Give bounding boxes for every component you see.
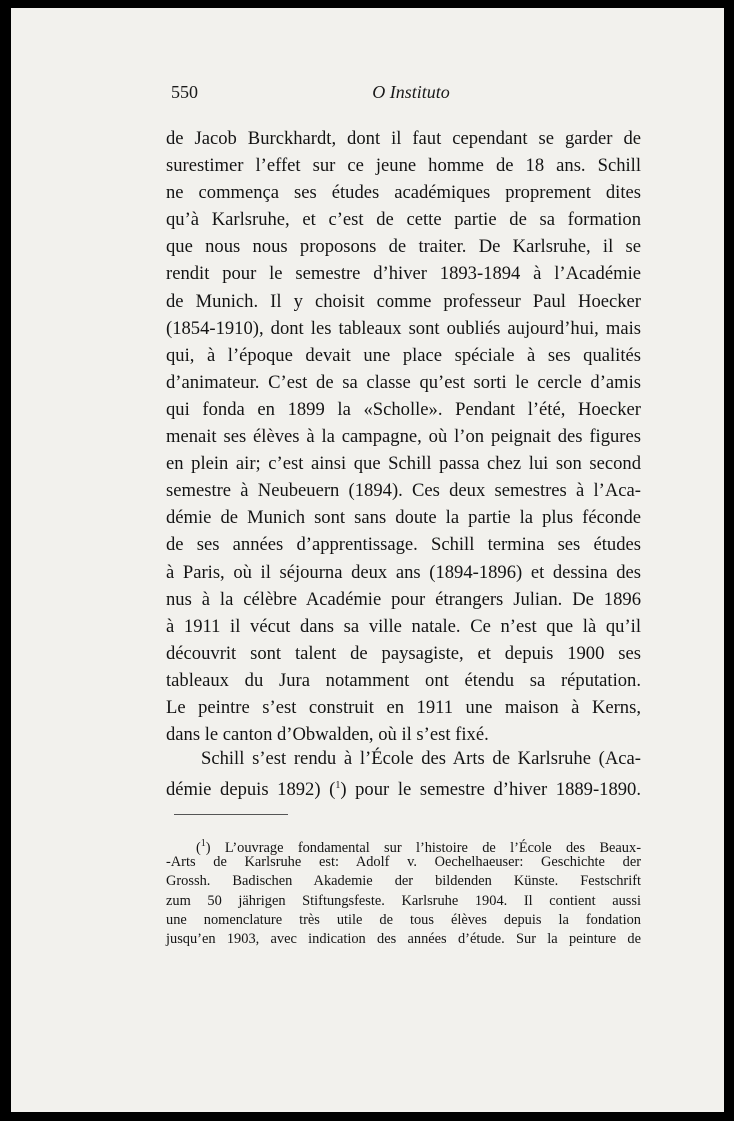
text-line [166, 772, 641, 799]
text-fragment: ) pour le semestre d’hiver 1889-1890. [340, 779, 641, 801]
footnote-mark: 1 [200, 838, 206, 849]
text-line: Schill s’est rendu à l’École des Arts de Karlsruhe (Aca- [201, 748, 641, 769]
footnote [166, 834, 641, 949]
text-line: dans le canton d’Obwalden, où il s’est fixé. [166, 724, 489, 746]
footnote-line: zum 50 jährigen Stiftungsfeste. Karlsruhe 1904. Il contient aussi [166, 892, 641, 909]
text-line: rendit pour le semestre d’hiver 1893-1894 à l’Académie [166, 263, 641, 285]
text-line: de Munich. Il y choisit comme professeur Paul Hoecker [166, 290, 641, 312]
paragraph-1 [166, 125, 641, 748]
text-line: d’animateur. C’est de sa classe qu’est sorti le cercle d’amis [166, 371, 641, 393]
running-title: O Instituto [372, 82, 450, 102]
paragraph-2 [166, 745, 641, 799]
footnote-line: -Arts de Karlsruhe est: Adolf v. Oechelhaeuser: Geschichte der [166, 854, 641, 871]
text-line: surestimer l’effet sur ce jeune homme de 18 ans. Schill [166, 155, 641, 177]
footnote-line: ($^1$) L’ouvrage fondamental sur l’histoire de l’École des Beaux- [196, 838, 641, 856]
footnote-line: Grossh. Badischen Akademie der bildenden Künste. Festschrift [166, 873, 641, 890]
text-line: tableaux du Jura notamment ont étendu sa réputation. [166, 669, 641, 691]
text-line: de Jacob Burckhardt, dont il faut cependant se garder de [166, 128, 641, 149]
text-fragment: L’ouvrage fondamental sur l’histoire de l’École des Beaux- [210, 839, 641, 856]
text-line: que nous nous proposons de traiter. De Karlsruhe, il se [166, 236, 641, 258]
text-line: semestre à Neubeuern (1894). Ces deux semestres à l’Aca- [166, 480, 641, 502]
footnote-reference: 1 [335, 780, 341, 792]
text-fragment: démie depuis 1892) ( [166, 779, 336, 801]
text-line: à 1911 il vécut dans sa ville natale. Ce n’est que là qu’il [166, 615, 641, 637]
text-line: (1854-1910), dont les tableaux sont oubliés aujourd’hui, mais [166, 317, 641, 339]
text-line: Le peintre s’est construit en 1911 une maison à Kerns, [166, 696, 641, 718]
text-line: en plein air; c’est ainsi que Schill passa chez lui son second [166, 453, 641, 475]
text-line: découvrit sont talent de paysagiste, et depuis 1900 ses [166, 642, 641, 664]
page-header [171, 82, 651, 108]
footnote-line: une nomenclature très utile de tous élèves depuis la fondation [166, 911, 641, 928]
text-line: nus à la célèbre Académie pour étrangers Julian. De 1896 [166, 588, 641, 610]
text-line: ne commença ses études académiques proprement dites [166, 182, 641, 204]
text-line: de ses années d’apprentissage. Schill termina ses études [166, 534, 641, 556]
page-number: 550 [171, 82, 198, 102]
scanned-page [11, 8, 724, 1112]
text-line: qui, à l’époque devait une place spéciale à ses qualités [166, 344, 641, 366]
footnote-line: jusqu’en 1903, avec indication des années d’étude. Sur la peinture de [166, 930, 641, 947]
text-line: qu’à Karlsruhe, et c’est de cette partie de sa formation [166, 209, 641, 231]
text-line: qui fonda en 1899 la «Scholle». Pendant l’été, Hoecker [166, 398, 641, 420]
text-line: à Paris, où il séjourna deux ans (1894-1896) et dessina des [166, 561, 641, 583]
footnote-divider [174, 814, 288, 815]
text-line: menait ses élèves à la campagne, où l’on peignait des figures [166, 426, 641, 448]
text-line: démie de Munich sont sans doute la partie la plus féconde [166, 507, 641, 529]
